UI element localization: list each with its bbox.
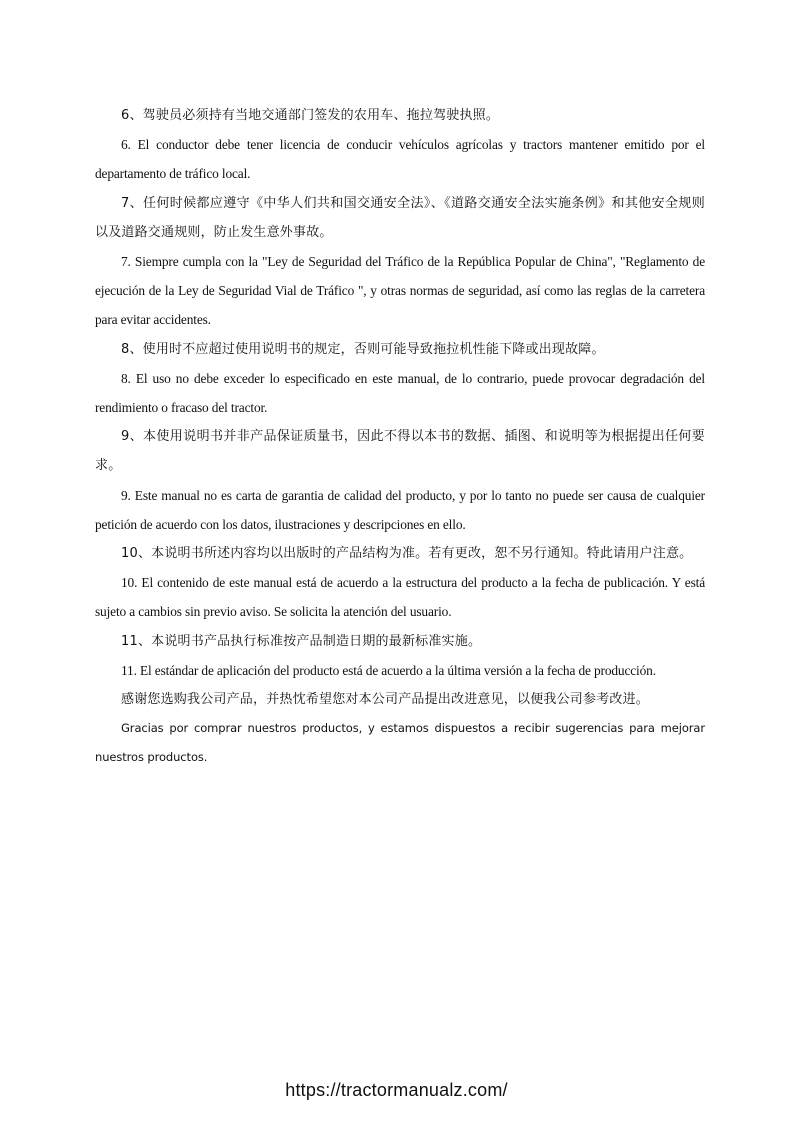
footer-url: https://tractormanualz.com/ [285,1080,508,1100]
page-body [95,101,705,773]
item-7-zh: 7、任何时候都应遵守《中华人们共和国交通安全法》、《道路交通安全法实施条例》和其他安全规则以及道路交通规则，防止发生意外事故。 [95,195,705,240]
item-9-zh: 9、本使用说明书并非产品保证质量书，因此不得以本书的数据、插图、和说明等为根据提出任何要求。 [95,429,705,474]
item-7-es: 7. Siempre cumpla con la "Ley de Seguridad del Tráfico de la República Popular de China", "Reglamento de ejecución de la Ley de Seguridad Vial de Tráfico ", y otras normas de seguridad, así como las reglas de la carretera para evitar accidentes. [95,254,705,328]
thanks-es: Gracias por comprar nuestros productos, y estamos dispuestos a recibir sugerencias para mejorar nuestros productos. [95,721,705,765]
item-10-zh: 10、本说明书所述内容均以出版时的产品结构为准。若有更改，恕不另行通知。特此请用户注意。 [121,546,693,562]
item-9-es: 9. Este manual no es carta de garantia de calidad del producto, y por lo tanto no puede ser causa de cualquier petición de acuerdo con los datos, ilustraciones y descripciones en ello. [95,487,705,532]
item-10-es: 10. El contenido de este manual está de acuerdo a la estructura del producto a la fecha de publicación. Y está sujeto a cambios sin previo aviso. Se solicita la atención del usuario. [95,575,705,620]
item-8-zh: 8、使用时不应超过使用说明书的规定，否则可能导致拖拉机性能下降或出现故障。 [121,341,605,357]
item-11-es: 11. El estándar de aplicación del producto está de acuerdo a la última versión a la fecha de producción. [121,662,656,678]
item-11-zh: 11、本说明书产品执行标准按产品制造日期的最新标准实施。 [121,633,482,649]
item-6-zh: 6、驾驶员必须持有当地交通部门签发的农用车、拖拉驾驶执照。 [121,108,500,123]
item-6-es: 6. El conductor debe tener licencia de conducir vehículos agrícolas y tractors mantener emitido por el departamento de tráfico local. [95,137,705,182]
item-8-es: 8. El uso no debe exceder lo especificado en este manual, de lo contrario, puede provocar degradación del rendimiento o fracaso del tractor. [95,370,705,416]
thanks-zh: 感谢您选购我公司产品，并热忱希望您对本公司产品提出改进意见，以便我公司参考改进。 [121,692,650,708]
